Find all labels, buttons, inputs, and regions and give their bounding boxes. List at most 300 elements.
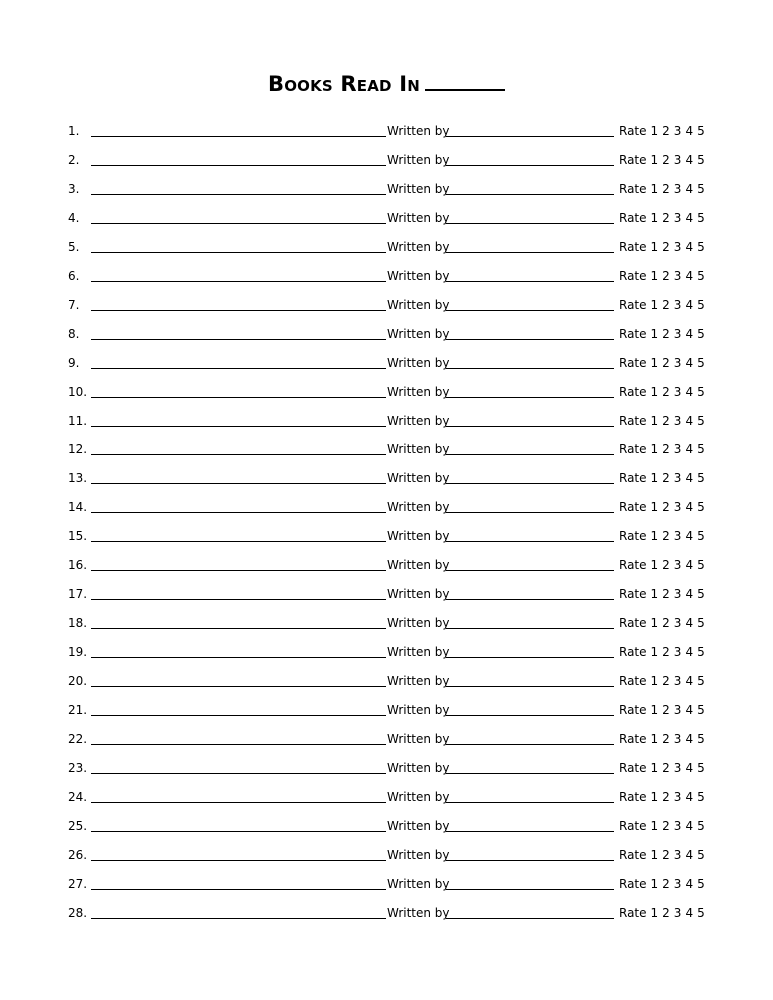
rating-group (619, 385, 705, 399)
rating-option[interactable]: 3 (673, 471, 682, 486)
book-row (0, 412, 773, 432)
rate-label: Rate (619, 529, 647, 544)
book-title-blank[interactable] (91, 397, 386, 398)
rate-label: Rate (619, 326, 647, 341)
row-number: 14. (68, 500, 88, 515)
rating-option[interactable]: 2 (662, 500, 670, 515)
book-title-blank[interactable] (91, 599, 386, 600)
rating-option[interactable]: 3 (673, 760, 682, 775)
rating-group (619, 442, 705, 456)
year-blank-line[interactable] (425, 70, 505, 91)
rating-option[interactable]: 5 (697, 181, 705, 196)
rating-option[interactable]: 1 (650, 442, 659, 457)
rating-option[interactable]: 4 (685, 210, 694, 225)
author-blank[interactable] (446, 368, 614, 369)
rate-label: Rate (619, 674, 647, 689)
rating-option[interactable]: 2 (662, 818, 670, 833)
rating-option[interactable]: 1 (650, 731, 659, 746)
rating-option[interactable]: 2 (662, 326, 670, 341)
row-number: 1. (68, 124, 80, 138)
rating-option[interactable]: 3 (673, 789, 682, 804)
rating-option[interactable]: 4 (685, 674, 694, 689)
rate-label: Rate (619, 239, 647, 254)
rating-option[interactable]: 4 (685, 645, 694, 660)
book-row (0, 730, 773, 750)
row-number: 25. (68, 818, 88, 833)
rating-option[interactable]: 2 (662, 789, 670, 804)
rating-option[interactable]: 4 (685, 760, 694, 775)
rating-option[interactable]: 2 (662, 529, 670, 544)
rating-option[interactable]: 2 (662, 616, 670, 631)
rating-option[interactable]: 3 (673, 905, 682, 920)
rating-option[interactable]: 4 (685, 413, 694, 428)
author-blank[interactable] (446, 194, 614, 195)
row-number: 7. (68, 297, 80, 312)
rating-option[interactable]: 4 (685, 124, 694, 138)
book-title-blank[interactable] (91, 541, 386, 542)
written-by-label: Written by (387, 413, 450, 428)
author-blank[interactable] (446, 831, 614, 832)
row-number: 20. (68, 674, 88, 689)
rating-option[interactable]: 4 (685, 529, 694, 544)
written-by-label: Written by (387, 760, 450, 775)
written-by-label: Written by (387, 124, 450, 138)
book-row (0, 383, 773, 403)
written-by-label: Written by (387, 181, 450, 196)
book-row (0, 180, 773, 200)
rate-label: Rate (619, 384, 647, 399)
book-title-blank[interactable] (91, 744, 386, 745)
row-number: 22. (68, 731, 88, 746)
row-number: 12. (68, 442, 88, 457)
rating-option[interactable]: 1 (650, 384, 659, 399)
rating-option[interactable]: 5 (697, 355, 705, 370)
rating-option[interactable]: 1 (650, 529, 659, 544)
rating-option[interactable]: 5 (697, 471, 705, 486)
rating-group (619, 558, 705, 572)
rating-option[interactable]: 4 (685, 471, 694, 486)
author-blank[interactable] (446, 773, 614, 774)
rating-option[interactable]: 1 (650, 587, 659, 602)
author-blank[interactable] (446, 310, 614, 311)
author-blank[interactable] (446, 744, 614, 745)
rating-option[interactable]: 4 (685, 703, 694, 717)
rate-label: Rate (619, 297, 647, 312)
book-title-blank[interactable] (91, 889, 386, 890)
book-title-blank[interactable] (91, 918, 386, 919)
rating-option[interactable]: 3 (673, 442, 682, 457)
rating-option[interactable]: 2 (662, 471, 670, 486)
book-title-blank[interactable] (91, 281, 386, 282)
author-blank[interactable] (446, 860, 614, 861)
rate-label: Rate (619, 500, 647, 515)
rating-option[interactable]: 5 (697, 442, 705, 457)
book-title-blank[interactable] (91, 715, 386, 716)
rating-option[interactable]: 3 (673, 674, 682, 689)
rating-option[interactable]: 2 (662, 847, 670, 862)
rate-label: Rate (619, 355, 647, 370)
row-number: 16. (68, 558, 88, 573)
rating-option[interactable]: 3 (673, 326, 682, 341)
book-title-blank[interactable] (91, 426, 386, 427)
rating-option[interactable]: 2 (662, 587, 670, 602)
row-number: 13. (68, 471, 88, 486)
rating-option[interactable]: 3 (673, 181, 682, 196)
rating-group (619, 645, 705, 659)
book-title-blank[interactable] (91, 310, 386, 311)
rating-option[interactable]: 2 (662, 876, 670, 891)
rating-option[interactable]: 5 (697, 731, 705, 746)
rating-option[interactable]: 1 (650, 905, 659, 920)
rating-option[interactable]: 1 (650, 355, 659, 370)
rating-group (619, 529, 705, 543)
rating-option[interactable]: 3 (673, 645, 682, 660)
book-row (0, 209, 773, 229)
rating-option[interactable]: 4 (685, 326, 694, 341)
rating-option[interactable]: 1 (650, 152, 659, 167)
author-blank[interactable] (446, 628, 614, 629)
rating-option[interactable]: 5 (697, 297, 705, 312)
rating-option[interactable]: 2 (662, 703, 670, 717)
rating-option[interactable]: 4 (685, 616, 694, 631)
rate-label: Rate (619, 124, 647, 138)
written-by-label: Written by (387, 876, 450, 891)
author-blank[interactable] (446, 483, 614, 484)
rating-group (619, 616, 705, 630)
rating-option[interactable]: 3 (673, 152, 682, 167)
rating-group (619, 327, 705, 341)
row-number: 23. (68, 760, 88, 775)
rating-option[interactable]: 3 (673, 355, 682, 370)
rating-option[interactable]: 5 (697, 152, 705, 167)
rating-option[interactable]: 5 (697, 210, 705, 225)
book-title-blank[interactable] (91, 368, 386, 369)
rating-option[interactable]: 5 (697, 818, 705, 833)
written-by-label: Written by (387, 210, 450, 225)
author-blank[interactable] (446, 599, 614, 600)
rating-option[interactable]: 4 (685, 442, 694, 457)
rate-label: Rate (619, 442, 647, 457)
rating-option[interactable]: 5 (697, 645, 705, 660)
rating-option[interactable]: 5 (697, 674, 705, 689)
book-title-blank[interactable] (91, 223, 386, 224)
rating-option[interactable]: 2 (662, 152, 670, 167)
book-title-blank[interactable] (91, 252, 386, 253)
rate-label: Rate (619, 847, 647, 862)
rating-group (619, 269, 705, 283)
author-blank[interactable] (446, 339, 614, 340)
book-title-blank[interactable] (91, 860, 386, 861)
author-blank[interactable] (446, 715, 614, 716)
rating-option[interactable]: 3 (673, 558, 682, 573)
rating-option[interactable]: 1 (650, 500, 659, 515)
rating-option[interactable]: 2 (662, 731, 670, 746)
rating-option[interactable]: 5 (697, 876, 705, 891)
book-row (0, 296, 773, 316)
rating-option[interactable]: 3 (673, 847, 682, 862)
rating-option[interactable]: 4 (685, 818, 694, 833)
rating-option[interactable]: 1 (650, 645, 659, 660)
rating-option[interactable]: 5 (697, 587, 705, 602)
author-blank[interactable] (446, 512, 614, 513)
rating-option[interactable]: 5 (697, 124, 705, 138)
rating-option[interactable]: 5 (697, 500, 705, 515)
row-number: 3. (68, 181, 80, 196)
rating-option[interactable]: 1 (650, 181, 659, 196)
written-by-label: Written by (387, 818, 450, 833)
rating-option[interactable]: 4 (685, 297, 694, 312)
author-blank[interactable] (446, 889, 614, 890)
rating-option[interactable]: 2 (662, 558, 670, 573)
written-by-label: Written by (387, 703, 450, 717)
rating-option[interactable]: 5 (697, 326, 705, 341)
written-by-label: Written by (387, 268, 450, 283)
rating-option[interactable]: 2 (662, 413, 670, 428)
author-blank[interactable] (446, 541, 614, 542)
rating-option[interactable]: 1 (650, 210, 659, 225)
rating-option[interactable]: 1 (650, 760, 659, 775)
written-by-label: Written by (387, 847, 450, 862)
rating-option[interactable]: 1 (650, 268, 659, 283)
rating-group (619, 877, 705, 891)
book-row (0, 151, 773, 171)
rating-option[interactable]: 1 (650, 413, 659, 428)
rating-option[interactable]: 1 (650, 471, 659, 486)
rating-option[interactable]: 2 (662, 905, 670, 920)
author-blank[interactable] (446, 686, 614, 687)
page-title (0, 70, 773, 96)
book-row (0, 643, 773, 663)
written-by-label: Written by (387, 239, 450, 254)
rating-option[interactable]: 4 (685, 152, 694, 167)
rating-option[interactable]: 2 (662, 181, 670, 196)
rate-label: Rate (619, 731, 647, 746)
written-by-label: Written by (387, 558, 450, 573)
rating-group (619, 587, 705, 601)
rating-option[interactable]: 1 (650, 703, 659, 717)
rating-option[interactable]: 5 (697, 384, 705, 399)
rating-option[interactable]: 2 (662, 239, 670, 254)
rating-option[interactable]: 4 (685, 239, 694, 254)
rating-option[interactable]: 3 (673, 587, 682, 602)
written-by-label: Written by (387, 297, 450, 312)
rating-option[interactable]: 5 (697, 789, 705, 804)
rating-option[interactable]: 3 (673, 384, 682, 399)
rating-option[interactable]: 3 (673, 297, 682, 312)
book-title-blank[interactable] (91, 773, 386, 774)
written-by-label: Written by (387, 905, 450, 920)
book-row (0, 325, 773, 345)
rating-option[interactable]: 5 (697, 760, 705, 775)
rating-option[interactable]: 1 (650, 297, 659, 312)
book-title-blank[interactable] (91, 512, 386, 513)
written-by-label: Written by (387, 529, 450, 544)
book-row (0, 759, 773, 779)
rating-option[interactable]: 1 (650, 326, 659, 341)
author-blank[interactable] (446, 454, 614, 455)
rating-option[interactable]: 1 (650, 847, 659, 862)
rating-option[interactable]: 3 (673, 239, 682, 254)
written-by-label: Written by (387, 442, 450, 457)
book-title-blank[interactable] (91, 454, 386, 455)
rating-group (619, 819, 705, 833)
rating-option[interactable]: 4 (685, 181, 694, 196)
book-title-blank[interactable] (91, 194, 386, 195)
book-title-blank[interactable] (91, 686, 386, 687)
book-row (0, 498, 773, 518)
book-title-blank[interactable] (91, 165, 386, 166)
rating-option[interactable]: 2 (662, 297, 670, 312)
book-title-blank[interactable] (91, 136, 386, 137)
row-number: 21. (68, 703, 88, 717)
book-title-blank[interactable] (91, 657, 386, 658)
book-title-blank[interactable] (91, 483, 386, 484)
rating-option[interactable]: 2 (662, 355, 670, 370)
rating-option[interactable]: 2 (662, 760, 670, 775)
author-blank[interactable] (446, 802, 614, 803)
rating-option[interactable]: 2 (662, 384, 670, 399)
author-blank[interactable] (446, 426, 614, 427)
rating-option[interactable]: 3 (673, 616, 682, 631)
rating-option[interactable]: 5 (697, 268, 705, 283)
rating-group (619, 500, 705, 514)
row-number: 18. (68, 616, 88, 631)
rating-option[interactable]: 1 (650, 876, 659, 891)
book-title-blank[interactable] (91, 831, 386, 832)
author-blank[interactable] (446, 918, 614, 919)
rate-label: Rate (619, 703, 647, 717)
rate-label: Rate (619, 616, 647, 631)
row-number: 27. (68, 876, 88, 891)
rating-option[interactable]: 4 (685, 876, 694, 891)
rating-option[interactable]: 1 (650, 124, 659, 138)
rating-option[interactable]: 4 (685, 500, 694, 515)
rating-option[interactable]: 4 (685, 789, 694, 804)
book-row (0, 846, 773, 866)
rating-option[interactable]: 2 (662, 645, 670, 660)
rating-option[interactable]: 1 (650, 674, 659, 689)
row-number: 8. (68, 326, 80, 341)
rating-option[interactable]: 1 (650, 818, 659, 833)
book-row (0, 817, 773, 837)
rating-option[interactable]: 3 (673, 500, 682, 515)
written-by-label: Written by (387, 789, 450, 804)
rating-group (619, 761, 705, 775)
row-number: 6. (68, 268, 80, 283)
rating-option[interactable]: 5 (697, 558, 705, 573)
author-blank[interactable] (446, 165, 614, 166)
rating-option[interactable]: 2 (662, 268, 670, 283)
author-blank[interactable] (446, 657, 614, 658)
book-row (0, 672, 773, 692)
rating-option[interactable]: 2 (662, 124, 670, 138)
rating-option[interactable]: 5 (697, 239, 705, 254)
rating-option[interactable]: 5 (697, 529, 705, 544)
rating-option[interactable]: 1 (650, 616, 659, 631)
book-row (0, 614, 773, 634)
rating-option[interactable]: 4 (685, 355, 694, 370)
rating-option[interactable]: 2 (662, 442, 670, 457)
rating-option[interactable]: 5 (697, 847, 705, 862)
written-by-label: Written by (387, 674, 450, 689)
rating-group (619, 674, 705, 688)
book-title-blank[interactable] (91, 339, 386, 340)
rating-option[interactable]: 4 (685, 268, 694, 283)
rate-label: Rate (619, 789, 647, 804)
written-by-label: Written by (387, 731, 450, 746)
rating-option[interactable]: 1 (650, 239, 659, 254)
rating-option[interactable]: 3 (673, 413, 682, 428)
row-number: 19. (68, 645, 88, 660)
book-title-blank[interactable] (91, 802, 386, 803)
rate-label: Rate (619, 210, 647, 225)
rating-group (619, 732, 705, 746)
rating-option[interactable]: 5 (697, 413, 705, 428)
rating-option[interactable]: 3 (673, 529, 682, 544)
rating-option[interactable]: 4 (685, 587, 694, 602)
rating-option[interactable]: 3 (673, 876, 682, 891)
rating-option[interactable]: 1 (650, 558, 659, 573)
rating-option[interactable]: 2 (662, 674, 670, 689)
book-title-blank[interactable] (91, 570, 386, 571)
written-by-label: Written by (387, 152, 450, 167)
rating-option[interactable]: 2 (662, 210, 670, 225)
rating-option[interactable]: 5 (697, 905, 705, 920)
author-blank[interactable] (446, 397, 614, 398)
rating-option[interactable]: 4 (685, 384, 694, 399)
book-row (0, 556, 773, 576)
rating-option[interactable]: 4 (685, 558, 694, 573)
row-number: 11. (68, 413, 88, 428)
rating-option[interactable]: 5 (697, 616, 705, 631)
rating-option[interactable]: 5 (697, 703, 705, 717)
rating-option[interactable]: 3 (673, 268, 682, 283)
rating-option[interactable]: 3 (673, 124, 682, 138)
rating-option[interactable]: 4 (685, 905, 694, 920)
written-by-label: Written by (387, 500, 450, 515)
book-title-blank[interactable] (91, 628, 386, 629)
author-blank[interactable] (446, 252, 614, 253)
page-title-text: Books Read In (267, 72, 420, 96)
written-by-label: Written by (387, 587, 450, 602)
row-number: 4. (68, 210, 80, 225)
book-row (0, 440, 773, 460)
rating-option[interactable]: 4 (685, 731, 694, 746)
rating-option[interactable]: 3 (673, 818, 682, 833)
rate-label: Rate (619, 413, 647, 428)
rating-group (619, 124, 705, 138)
rate-label: Rate (619, 558, 647, 573)
rating-option[interactable]: 3 (673, 210, 682, 225)
book-row (0, 238, 773, 258)
rating-option[interactable]: 3 (673, 731, 682, 746)
written-by-label: Written by (387, 326, 450, 341)
rate-label: Rate (619, 181, 647, 196)
author-blank[interactable] (446, 223, 614, 224)
rate-label: Rate (619, 818, 647, 833)
rate-label: Rate (619, 905, 647, 920)
row-number: 2. (68, 152, 80, 167)
rating-group (619, 182, 705, 196)
book-row (0, 469, 773, 489)
author-blank[interactable] (446, 570, 614, 571)
rating-option[interactable]: 4 (685, 847, 694, 862)
written-by-label: Written by (387, 471, 450, 486)
rating-option[interactable]: 3 (673, 703, 682, 717)
rating-option[interactable]: 1 (650, 789, 659, 804)
author-blank[interactable] (446, 136, 614, 137)
author-blank[interactable] (446, 281, 614, 282)
